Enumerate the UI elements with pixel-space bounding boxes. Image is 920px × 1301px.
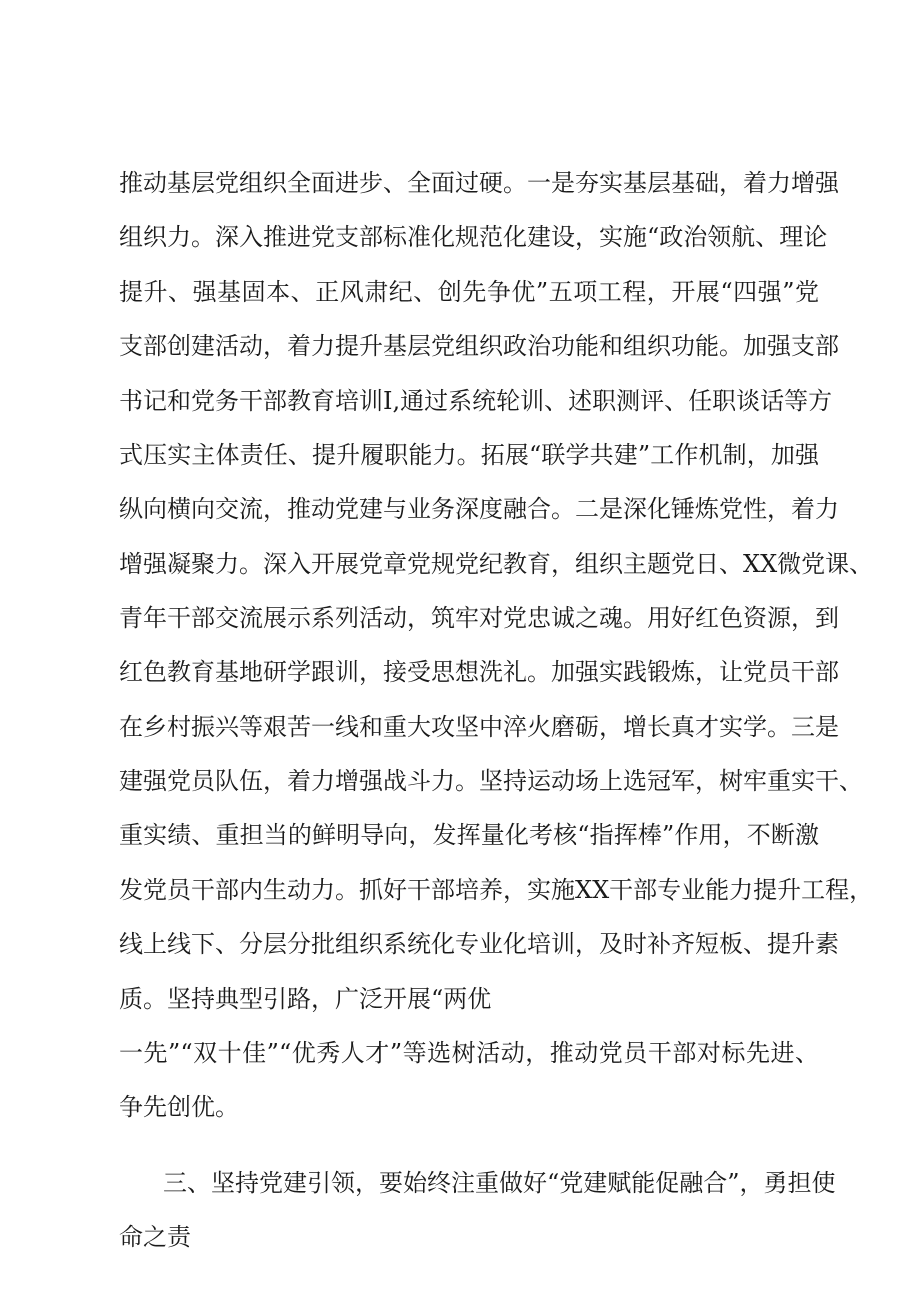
text-line: 支部创建活动，着力提升基层党组织政治功能和组织功能。加强支部 — [119, 332, 839, 360]
text-line: 组织力。深入推进党支部标准化规范化建设，实施“政治领航、理论 — [119, 223, 828, 251]
text-line: 式压实主体责任、提升履职能力。拓展“联学共建”工作机制，加强 — [119, 441, 819, 469]
heading-line: 命之责 — [119, 1223, 191, 1251]
text-line: 建强党员队伍，着力增强战斗力。坚持运动场上选冠军，树牢重实干、 — [119, 767, 863, 795]
text-line: 线上线下、分层分批组织系统化专业化培训，及时补齐短板、提升素 — [119, 930, 839, 958]
text-line: 增强凝聚力。深入开展党章党规党纪教育，组织主题党日、XX微党课、 — [119, 550, 874, 578]
text-line: 书记和党务干部教育培训I,通过系统轮训、述职测评、任职谈话等方 — [119, 387, 833, 415]
text-line: 重实绩、重担当的鲜明导向，发挥量化考核“指挥棒”作用，不断激 — [119, 821, 819, 849]
text-line: 推动基层党组织全面进步、全面过硬。一是夯实基层基础，着力增强 — [119, 169, 839, 197]
text-line: 红色教育基地研学跟训，接受思想洗礼。加强实践锻炼，让党员干部 — [119, 658, 839, 686]
text-line: 一先”“双十佳”“优秀人才”等选树活动，推动党员干部对标先进、 — [119, 1039, 819, 1067]
text-line: 纵向横向交流，推动党建与业务深度融合。二是深化锤炼党性，着力 — [119, 495, 839, 523]
text-line: 争先创优。 — [119, 1093, 239, 1121]
text-line: 质。坚持典型引路，广泛开展“两优 — [119, 985, 492, 1013]
text-line: 提升、强基固本、正风肃纪、创先争优”五项工程，开展“四强”党 — [119, 278, 819, 306]
text-line: 发党员干部内生动力。抓好干部培养，实施XX干部专业能力提升工程， — [119, 876, 874, 904]
text-line: 青年干部交流展示系列活动，筑牢对党忠诚之魂。用好红色资源，到 — [119, 604, 839, 632]
text-line: 在乡村振兴等艰苦一线和重大攻坚中淬火磨砺，增长真才实学。三是 — [119, 713, 839, 741]
heading-line: 三、坚持党建引领，要始终注重做好“党建赋能促融合”，勇担使 — [163, 1169, 836, 1197]
